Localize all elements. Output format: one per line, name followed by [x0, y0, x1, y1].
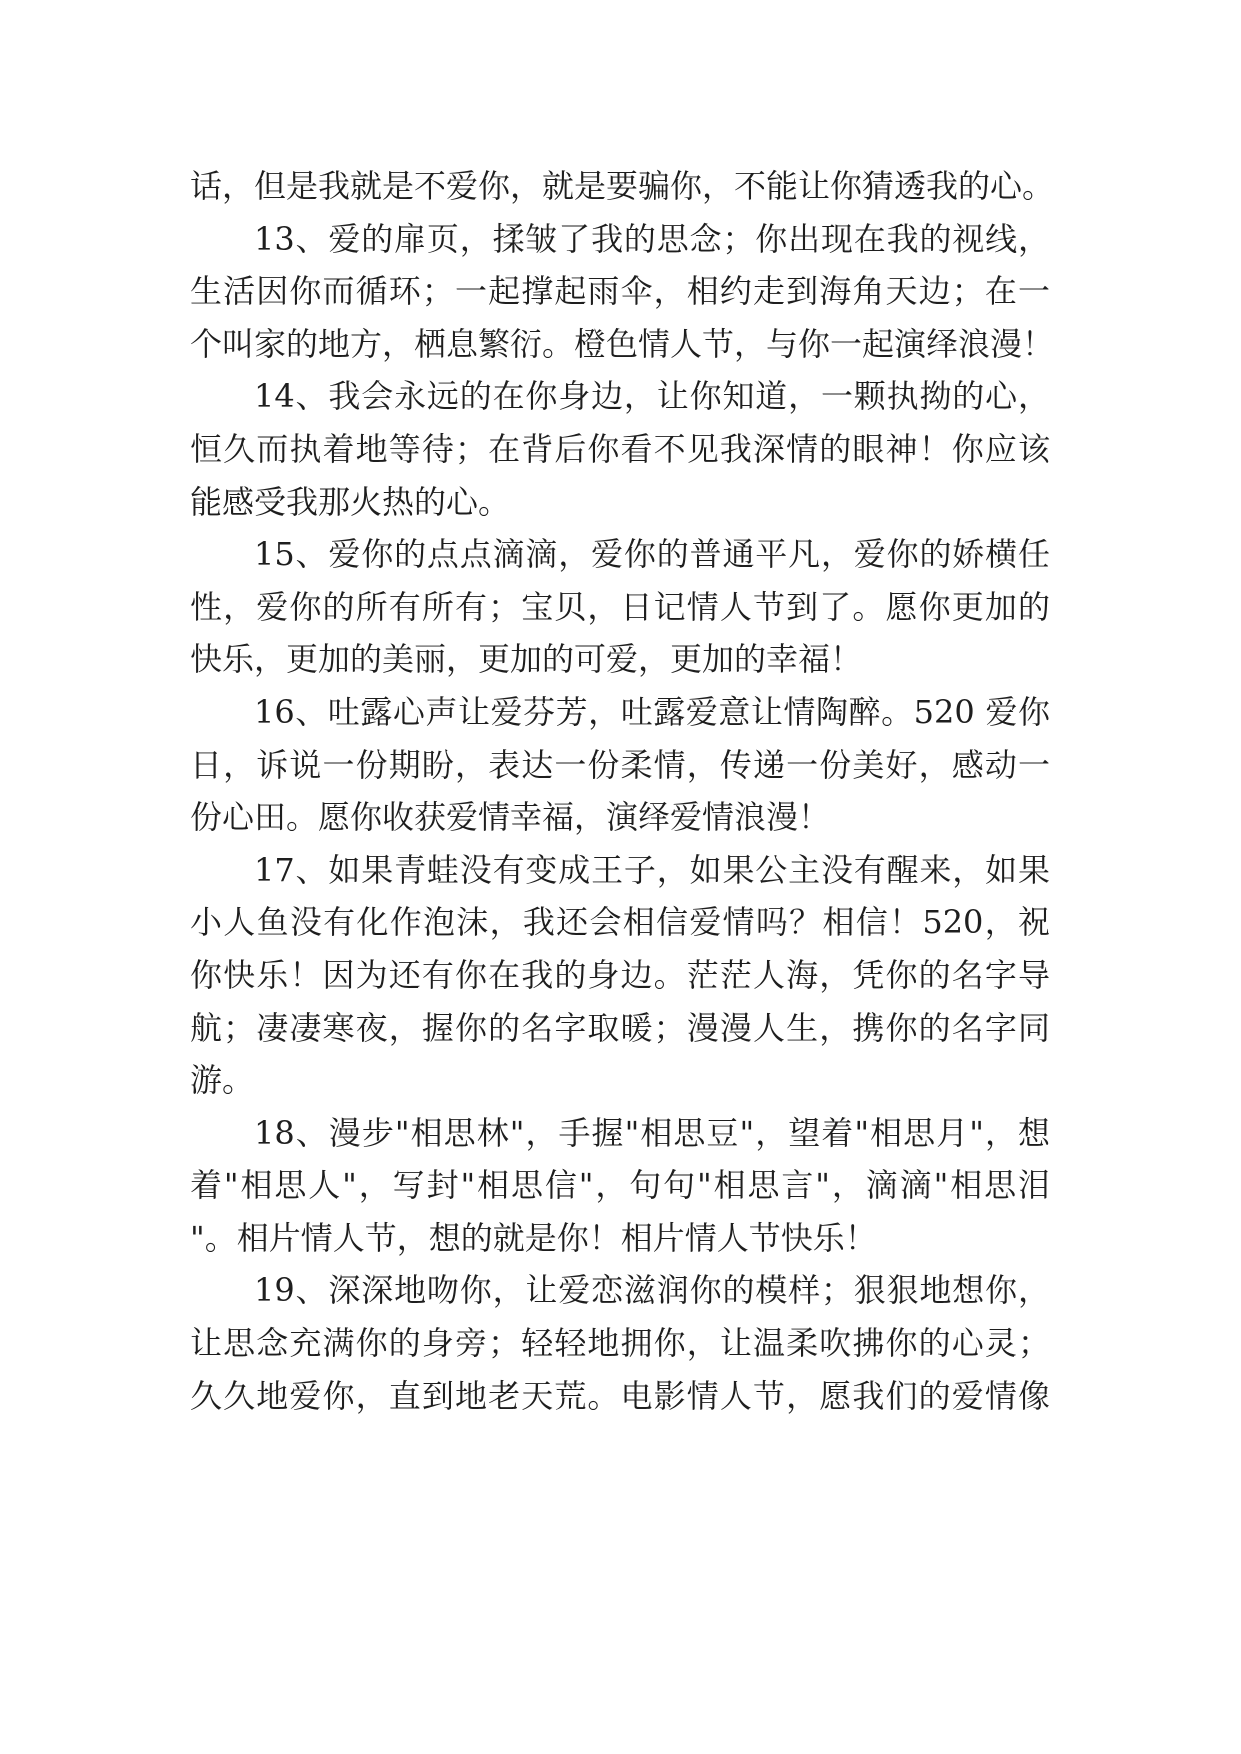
text-line: 17、如果青蛙没有变成王子，如果公主没有醒来，如果 [254, 850, 1050, 889]
text-line: 恒久而执着地等待；在背后你看不见我深情的眼神！你应该 [190, 429, 1050, 468]
text-line: 18、漫步"相思林"，手握"相思豆"，望着"相思月"，想 [254, 1113, 1050, 1152]
text-line: "。相片情人节，想的就是你！相片情人节快乐！ [190, 1218, 877, 1257]
text-line: 份心田。愿你收获爱情幸福，演绎爱情浪漫！ [190, 798, 831, 837]
text-line: 生活因你而循环；一起撑起雨伞，相约走到海角天边；在一 [190, 272, 1050, 311]
paragraph-14 [190, 370, 1050, 528]
paragraph-12-end [190, 160, 1055, 213]
paragraph-19 [190, 1264, 1050, 1422]
paragraph-18 [190, 1107, 1050, 1265]
text-line: 游。 [190, 1061, 255, 1100]
text-line: 快乐，更加的美丽，更加的可爱，更加的幸福！ [190, 640, 863, 679]
text-line: 16、吐露心声让爱芬芳，吐露爱意让情陶醉。520 爱你 [254, 692, 1050, 731]
text-line: 日，诉说一份期盼，表达一份柔情，传递一份美好，感动一 [190, 745, 1050, 784]
text-line: 让思念充满你的身旁；轻轻地拥你，让温柔吹拂你的心灵； [190, 1324, 1050, 1363]
text-line: 小人鱼没有化作泡沫，我还会相信爱情吗？相信！520，祝 [190, 903, 1050, 942]
paragraph-15 [190, 528, 1050, 686]
text-line: 性，爱你的所有所有；宝贝，日记情人节到了。愿你更加的 [190, 587, 1050, 626]
text-line: 19、深深地吻你，让爱恋滋润你的模样；狠狠地想你， [254, 1271, 1050, 1310]
text-line: 话，但是我就是不爱你，就是要骗你，不能让你猜透我的心。 [190, 167, 1055, 205]
paragraph-16 [190, 686, 1050, 844]
text-line: 个叫家的地方，栖息繁衍。橙色情人节，与你一起演绎浪漫！ [190, 324, 1055, 363]
text-line: 航；凄凄寒夜，握你的名字取暖；漫漫人生，携你的名字同 [190, 1008, 1050, 1047]
text-line: 着"相思人"，写封"相思信"，句句"相思言"，滴滴"相思泪 [190, 1166, 1050, 1205]
paragraph-13 [190, 213, 1055, 371]
paragraph-17 [190, 844, 1050, 1107]
text-line: 13、爱的扉页，揉皱了我的思念；你出现在我的视线， [254, 219, 1050, 258]
text-line: 14、我会永远的在你身边，让你知道，一颗执拗的心， [254, 377, 1050, 416]
text-line: 久久地爱你，直到地老天荒。电影情人节，愿我们的爱情像 [190, 1376, 1050, 1415]
document-body [190, 160, 1055, 1422]
text-line: 能感受我那火热的心。 [190, 482, 511, 521]
text-line: 15、爱你的点点滴滴，爱你的普通平凡，爱你的娇横任 [254, 535, 1050, 574]
text-line: 你快乐！因为还有你在我的身边。茫茫人海，凭你的名字导 [190, 955, 1050, 994]
